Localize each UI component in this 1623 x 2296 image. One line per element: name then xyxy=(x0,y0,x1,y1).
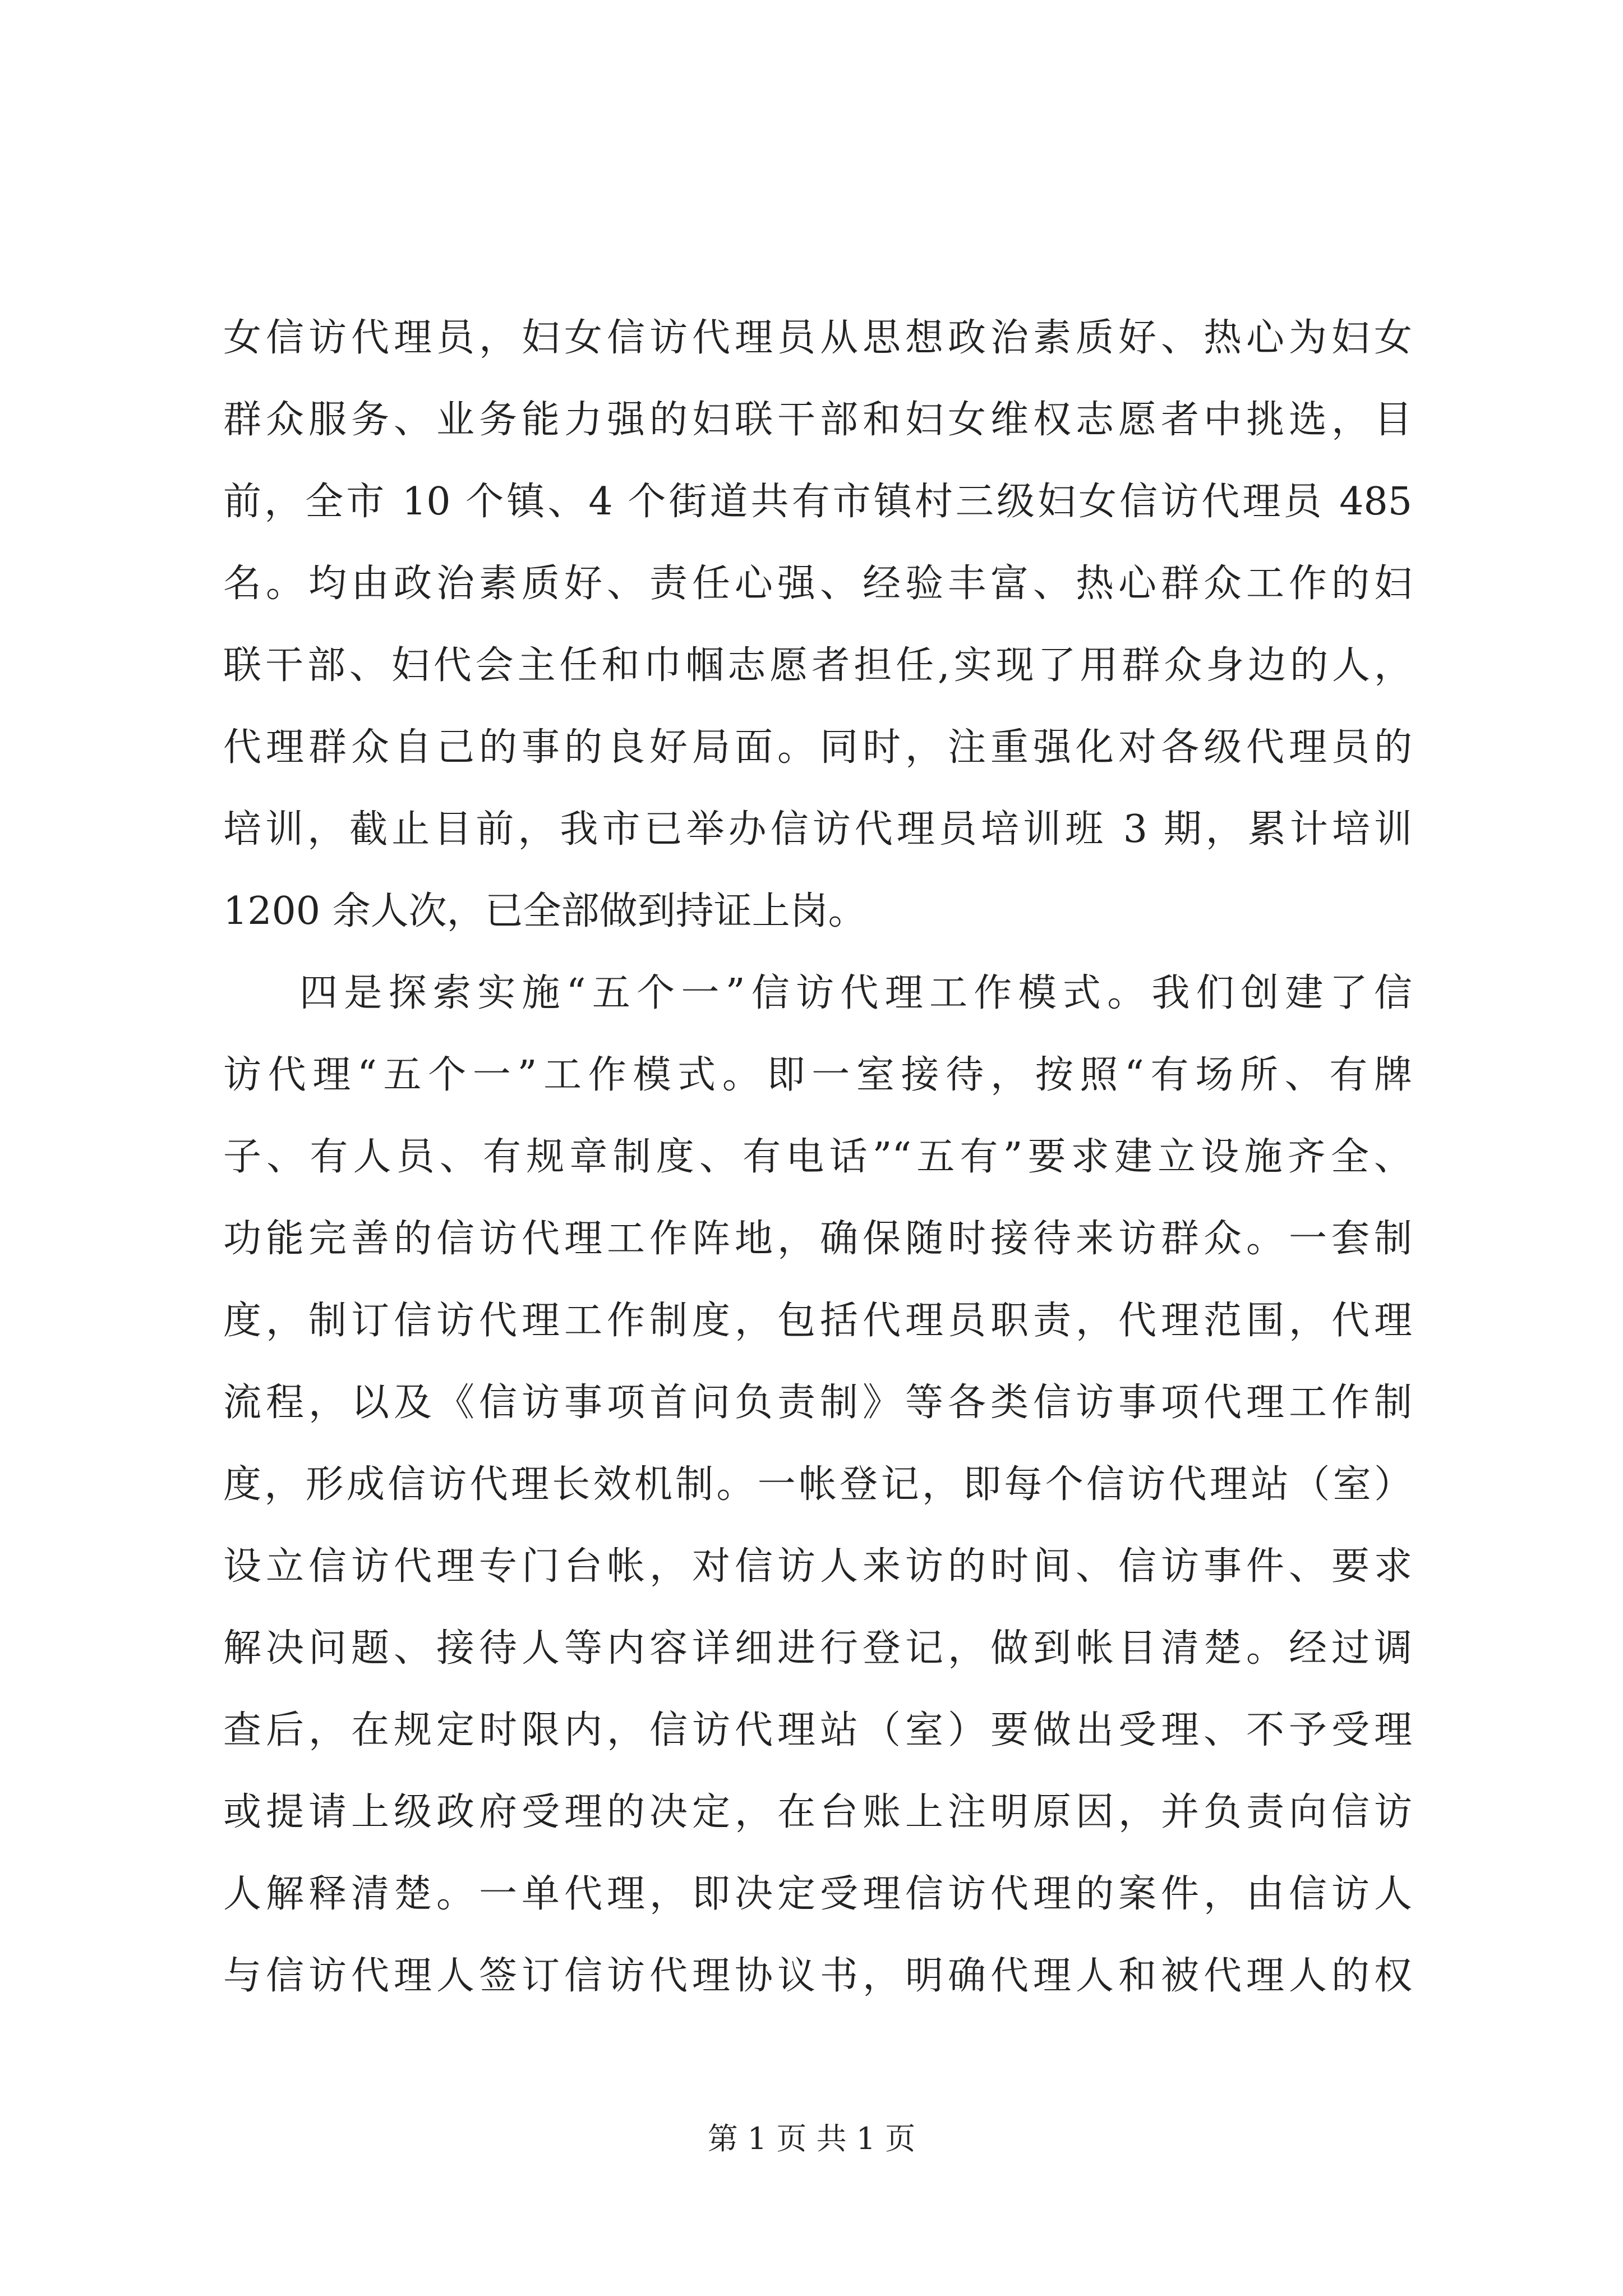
paragraph-2-line-5: 度，制订信访代理工作制度，包括代理员职责，代理范围，代理 xyxy=(223,1299,1412,1343)
paragraph-1-line-2: 群众服务、业务能力强的妇联干部和妇女维权志愿者中挑选，目 xyxy=(223,398,1412,442)
paragraph-1-line-3: 前，全市 10 个镇、4 个街道共有市镇村三级妇女信访代理员 485 xyxy=(223,480,1412,524)
paragraph-1-line-7: 培训，截止目前，我市已举办信访代理员培训班 3 期，累计培训 xyxy=(223,807,1412,852)
paragraph-2-line-13: 与信访代理人签订信访代理协议书，明确代理人和被代理人的权 xyxy=(223,1954,1412,1998)
paragraph-2-line-4: 功能完善的信访代理工作阵地，确保随时接待来访群众。一套制 xyxy=(223,1217,1412,1261)
document-body xyxy=(223,297,1412,2017)
paragraph-1-line-5: 联干部、妇代会主任和巾帼志愿者担任,实现了用群众身边的人， xyxy=(223,643,1412,688)
paragraph-2-line-6: 流程，以及《信访事项首问负责制》等各类信访事项代理工作制 xyxy=(223,1381,1412,1425)
paragraph-1-line-4: 名。均由政治素质好、责任心强、经验丰富、热心群众工作的妇 xyxy=(223,562,1412,606)
paragraph-2-line-10: 查后，在规定时限内，信访代理站（室）要做出受理、不予受理 xyxy=(223,1708,1412,1752)
paragraph-2-line-9: 解决问题、接待人等内容详细进行登记，做到帐目清楚。经过调 xyxy=(223,1626,1412,1671)
paragraph-2-line-3: 子、有人员、有规章制度、有电话”“五有”要求建立设施齐全、 xyxy=(223,1135,1412,1179)
paragraph-2-line-2: 访代理“五个一”工作模式。即一室接待，按照“有场所、有牌 xyxy=(223,1053,1412,1097)
paragraph-2-line-12: 人解释清楚。一单代理，即决定受理信访代理的案件，由信访人 xyxy=(223,1872,1412,1916)
paragraph-1-line-6: 代理群众自己的事的良好局面。同时，注重强化对各级代理员的 xyxy=(223,725,1412,770)
paragraph-2-line-7: 度，形成信访代理长效机制。一帐登记，即每个信访代理站（室） xyxy=(223,1462,1412,1507)
paragraph-2-line-11: 或提请上级政府受理的决定，在台账上注明原因，并负责向信访 xyxy=(223,1790,1412,1834)
paragraph-1-line-1: 女信访代理员，妇女信访代理员从思想政治素质好、热心为妇女 xyxy=(223,316,1412,360)
page-footer: 第 1 页 共 1 页 xyxy=(707,2121,916,2156)
paragraph-2-line-8: 设立信访代理专门台帐，对信访人来访的时间、信访事件、要求 xyxy=(223,1544,1412,1589)
paragraph-2-line-1: 四是探索实施“五个一”信访代理工作模式。我们创建了信 xyxy=(299,971,1412,1015)
paragraph-1-line-8: 1200 余人次，已全部做到持证上岗。 xyxy=(223,889,866,933)
